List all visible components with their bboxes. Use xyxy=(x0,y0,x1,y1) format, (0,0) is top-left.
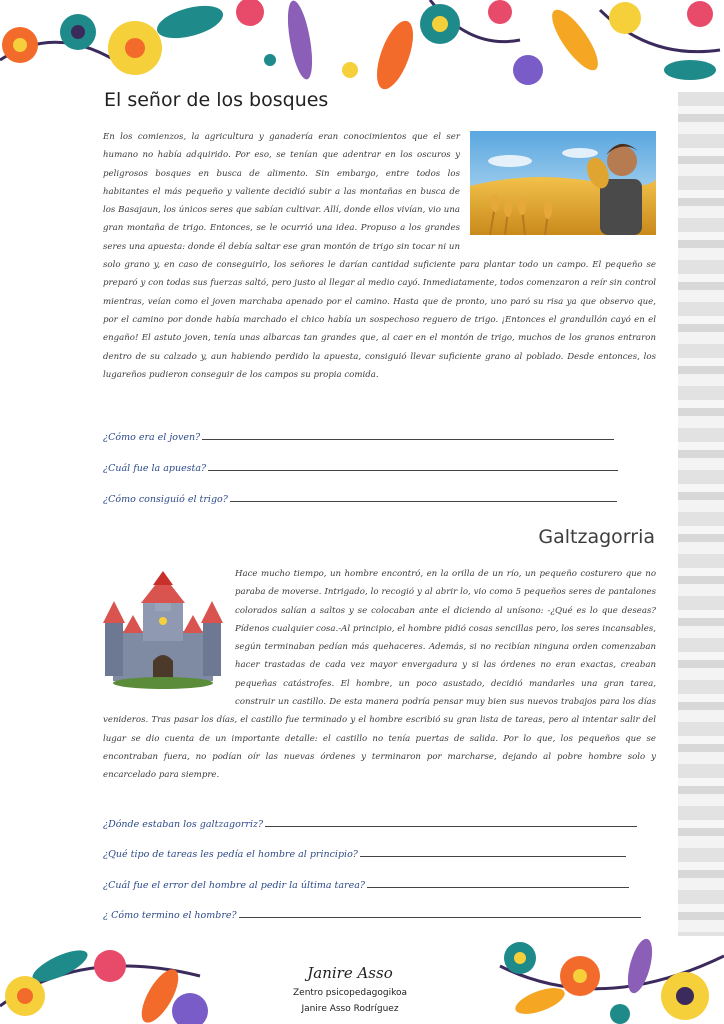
question-7-label: ¿ Cómo termino el hombre? xyxy=(103,910,237,921)
story1-text: En los comienzos, la agricultura y ganadería eran conocimientos que el ser humano no había adquirido. Por eso, se tenían que adentrar en los oscuros y peligrosos bosques en busca de alimento. Sin embargo, entre todos los habitantes el más pequeño y valiente decidió subir a las montañas en busca de los Basajaun, los únicos seres que sabían cultivar. Allí, donde ellos vivían, vio una gran montaña de trigo. Entonces, se le ocurrió una idea. Propuso a los grandes seres una apuesta: donde él debía saltar ese gran montón de trigo sin tocar ni un solo grano y, en caso de conseguirlo, los señores le darían cantidad suficiente para plantar todo un campo. El pequeño se preparó y con todas sus fuerzas saltó, pero justo al llegar al medio cayó. Inmediatamente, todos comenzaron a reír sin control mientras, veían como el joven marchaba apenado por el camino. Hasta que de pronto, uno paró su risa ya que observo que, por el camino por donde había marchado el chico había un sospechoso reguero de trigo. ¡Entonces el grandullón cayó en el engaño! El astuto joven, tenía unas albarcas tan grandes que, al caer en el montón de trigo, muchos de los granos entraron dentro de su calzado y, aun habiendo perdido la apuesta, consiguió llevar suficiente grano al poblado. Desde entonces, los lugareños pudieron conseguir de los campos su propia comida. xyxy=(103,132,656,380)
organization-owner: Janire Asso Rodríguez xyxy=(301,1004,399,1014)
answer-line-3[interactable] xyxy=(230,492,617,502)
question-4-label: ¿Dónde estaban los galtzagorriz? xyxy=(103,819,264,830)
story1-body xyxy=(103,128,656,384)
question-6[interactable] xyxy=(103,878,629,891)
story1-title: El señor de los bosques xyxy=(104,89,329,111)
boy-wheat-illustration xyxy=(470,131,656,242)
question-2-label: ¿Cuál fue la apuesta? xyxy=(103,463,207,474)
story2-text: Hace mucho tiempo, un hombre encontró, en la orilla de un río, un pequeño costurero que no paraba de moverse. Intrigado, lo recogió y al abrir lo, vio como 5 pequeños seres de pantalones colorados salían a saltos y se colocaban ante el diciendo al unísono: -¿Qué es lo que deseas? Pídenos cualquier cosa.-Al principio, el hombre pidió cosas sencillas pero, los seres incansables, según terminaban pedían más quehaceres. Además, si no recibían ninguna orden comenzaban hacer trastadas de cada vez mayor envergadura y si las órdenes no eran exactas, creaban pequeñas catástrofes. El hombre, un poco asustado, decidió mandarles una gran tarea, construir un castillo. De esta manera podría pensar muy bien sus nuevos trabajos para los días venideros. Tras pasar los días, el castillo fue terminado y el hombre escribió su gran lista de tareas, pero al intentar salir del lugar se dio cuenta de un importante detalle: el castillo no tenía puertas de salida. Por lo que, los pequeños que se encontraban fuera, no podían oír las nuevas órdenes y terminaron por marcharse, dejando al pobre hombre solo y encarcelado para siempre. xyxy=(103,569,656,781)
answer-line-4[interactable] xyxy=(265,817,637,827)
question-1-label: ¿Cómo era el joven? xyxy=(103,432,201,443)
castle-illustration xyxy=(103,571,223,698)
question-3-label: ¿Cómo consiguió el trigo? xyxy=(103,494,228,505)
answer-line-6[interactable] xyxy=(367,878,629,888)
question-5[interactable] xyxy=(103,847,626,860)
organization-name: Zentro psicopedagogikoa xyxy=(293,988,407,998)
question-1[interactable] xyxy=(103,430,614,443)
answer-line-1[interactable] xyxy=(202,430,614,440)
floral-border-top xyxy=(0,0,724,92)
question-3[interactable] xyxy=(103,492,617,505)
author-name: Janire Asso xyxy=(307,964,393,982)
story2-title: Galtzagorria xyxy=(538,526,655,548)
question-7[interactable] xyxy=(103,908,641,921)
footer xyxy=(212,946,488,1024)
answer-line-5[interactable] xyxy=(360,847,626,857)
question-6-label: ¿Cuál fue el error del hombre al pedir la última tarea? xyxy=(103,880,365,891)
decorative-stripes xyxy=(678,92,724,936)
story2-body xyxy=(103,565,656,785)
question-4[interactable] xyxy=(103,817,637,830)
question-2[interactable] xyxy=(103,461,618,474)
question-5-label: ¿Qué tipo de tareas les pedía el hombre al principio? xyxy=(103,849,358,860)
answer-line-7[interactable] xyxy=(239,908,641,918)
answer-line-2[interactable] xyxy=(208,461,618,471)
